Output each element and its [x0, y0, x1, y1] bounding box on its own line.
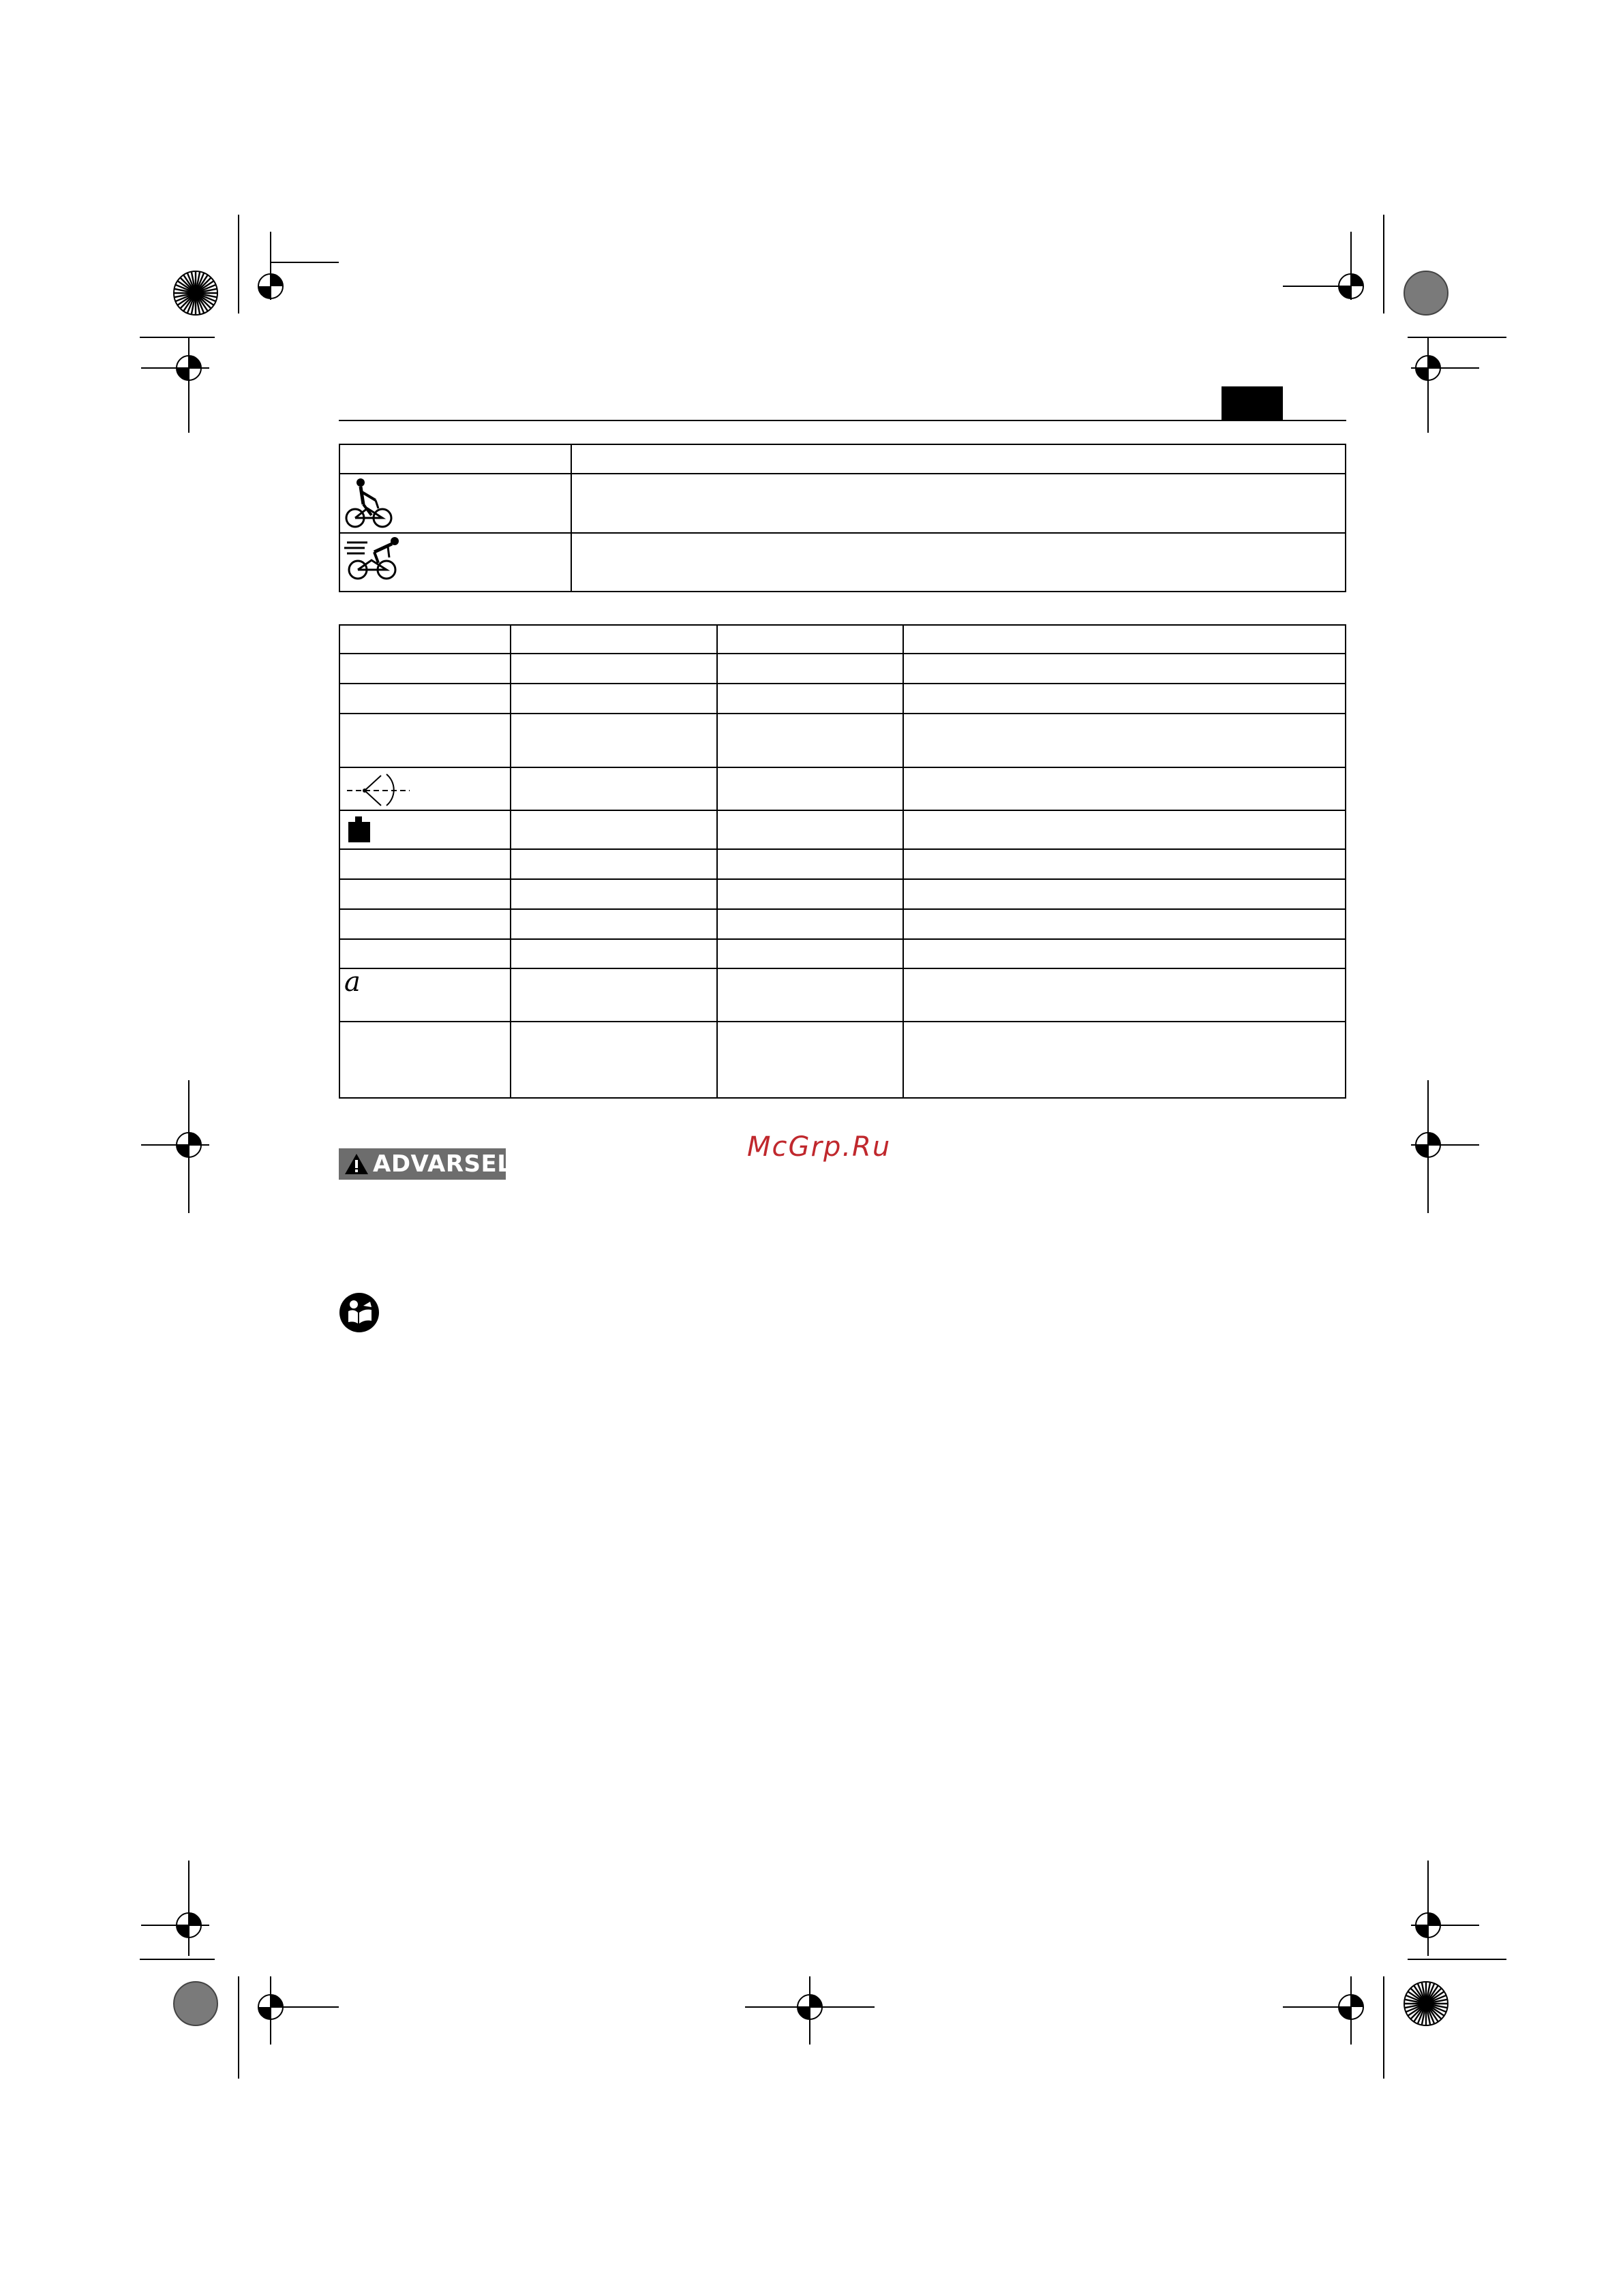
- watermark: McGrp.Ru: [747, 1131, 892, 1163]
- read-manual-icon: [339, 1292, 380, 1333]
- specs-table-row-divider: [339, 938, 1346, 940]
- specs-table-row-divider: [339, 968, 1346, 969]
- specs-table-row-divider: [339, 908, 1346, 910]
- specs-table-column-divider: [902, 624, 904, 1099]
- specs-table-column-divider: [510, 624, 511, 1099]
- cyclist-fast-icon: [344, 536, 406, 582]
- specs-table-row-divider: [339, 653, 1346, 654]
- specs-table-row-divider: [339, 713, 1346, 714]
- specs-table-row-divider: [339, 767, 1346, 768]
- weight-icon: [347, 816, 371, 844]
- specs-table-border: [339, 624, 1346, 1099]
- specs-table-column-divider: [716, 624, 718, 1099]
- symbols-table-divider: [339, 532, 1346, 534]
- cyclist-slow-icon: [344, 477, 399, 530]
- symbols-table-divider: [339, 473, 1346, 474]
- specs-table-row-divider: [339, 848, 1346, 850]
- specs-table-row-divider: [339, 810, 1346, 811]
- symbols-table-border: [339, 444, 1346, 592]
- specs-table-row-divider: [339, 1021, 1346, 1022]
- symbols-table-divider: [571, 444, 572, 592]
- specs-table-row-divider: [339, 878, 1346, 880]
- warning-triangle-icon: [344, 1153, 369, 1175]
- header-rule: [339, 420, 1346, 421]
- angle-icon: [346, 769, 411, 807]
- acceleration-symbol-icon: a: [344, 966, 361, 998]
- language-tab: [1222, 386, 1283, 420]
- warning-label: [339, 1148, 513, 1180]
- warning-text: ADVARSEL: [373, 1150, 513, 1178]
- specs-table-row-divider: [339, 683, 1346, 684]
